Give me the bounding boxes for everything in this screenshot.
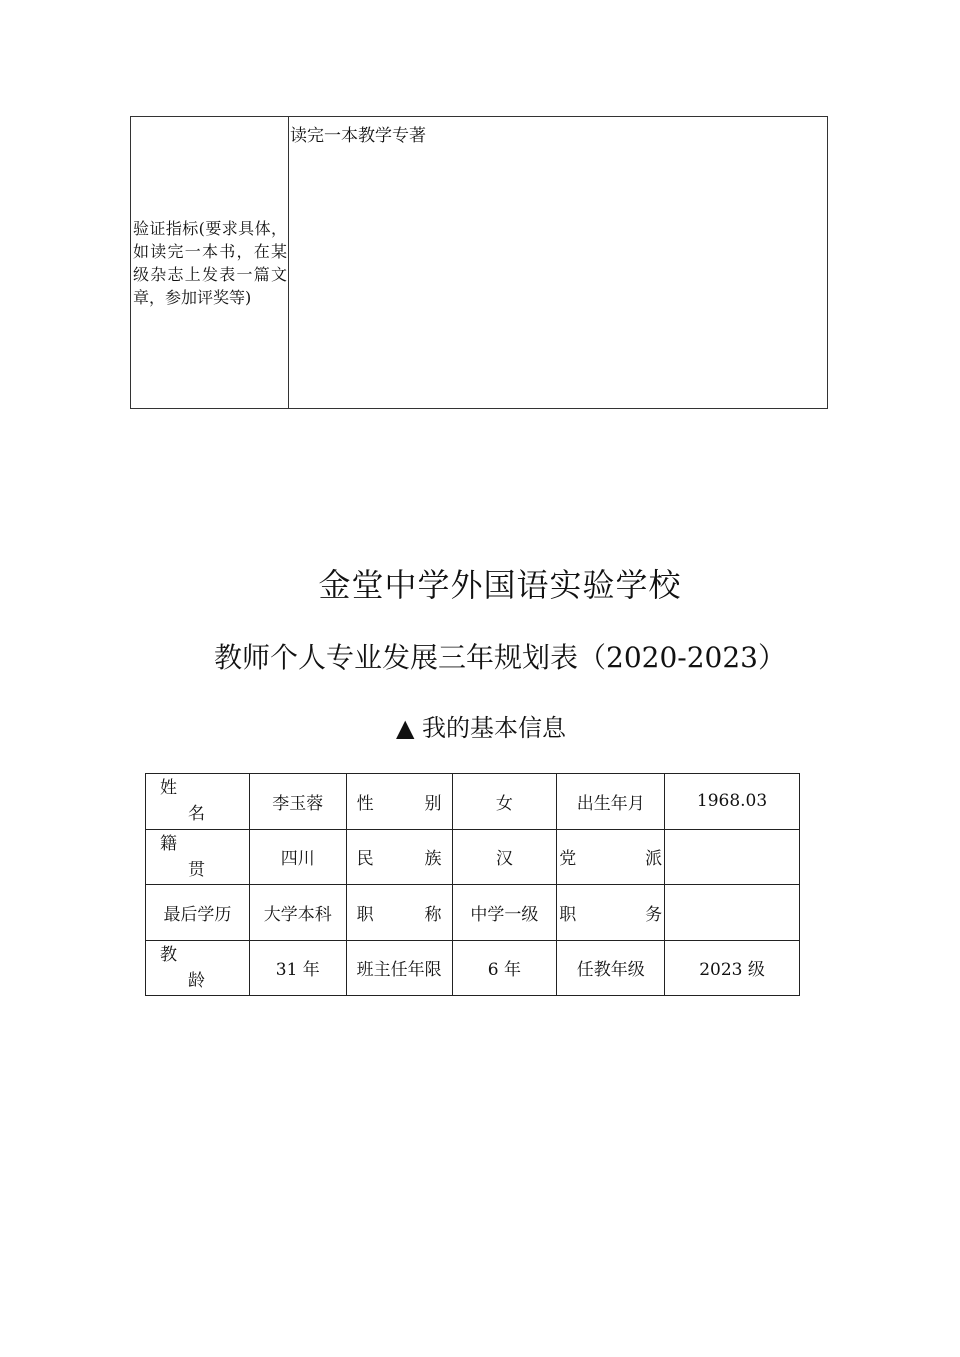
birth-value: 1968.03	[665, 774, 800, 830]
verification-table	[130, 116, 828, 409]
post-label: 职 务	[557, 885, 665, 941]
verification-value: 读完一本教学专著	[289, 117, 828, 409]
name-value: 李玉蓉	[249, 774, 346, 830]
ethnic-value: 汉	[452, 829, 557, 885]
post-value	[665, 885, 800, 941]
table-row	[146, 829, 800, 885]
grade-label: 任教年级	[557, 940, 665, 996]
teaching-age-value: 31 年	[249, 940, 346, 996]
gender-value: 女	[452, 774, 557, 830]
verification-label: 验证指标(要求具体，如读完一本书，在某级杂志上发表一篇文章，参加评奖等)	[131, 117, 289, 409]
title-label: 职 称	[346, 885, 452, 941]
section-heading: ▲ 我的基本信息	[395, 714, 567, 742]
origin-value: 四川	[249, 829, 346, 885]
party-value	[665, 829, 800, 885]
grade-value: 2023 级	[665, 940, 800, 996]
gender-label: 性 别	[346, 774, 452, 830]
table-row	[146, 774, 800, 830]
origin-label: 籍 贯	[146, 829, 250, 885]
title-value: 中学一级	[452, 885, 557, 941]
table-row	[146, 940, 800, 996]
education-label: 最后学历	[146, 885, 250, 941]
birth-label: 出生年月	[557, 774, 665, 830]
ethnic-label: 民 族	[346, 829, 452, 885]
head-teacher-label: 班主任年限	[346, 940, 452, 996]
name-label: 姓 名	[146, 774, 250, 830]
form-title: 教师个人专业发展三年规划表（2020-2023）	[214, 641, 786, 674]
party-label: 党 派	[557, 829, 665, 885]
education-value: 大学本科	[249, 885, 346, 941]
teaching-age-label: 教 龄	[146, 940, 250, 996]
basic-info-table	[145, 773, 800, 996]
head-teacher-value: 6 年	[452, 940, 557, 996]
school-title: 金堂中学外国语实验学校	[318, 566, 682, 604]
table-row	[146, 885, 800, 941]
